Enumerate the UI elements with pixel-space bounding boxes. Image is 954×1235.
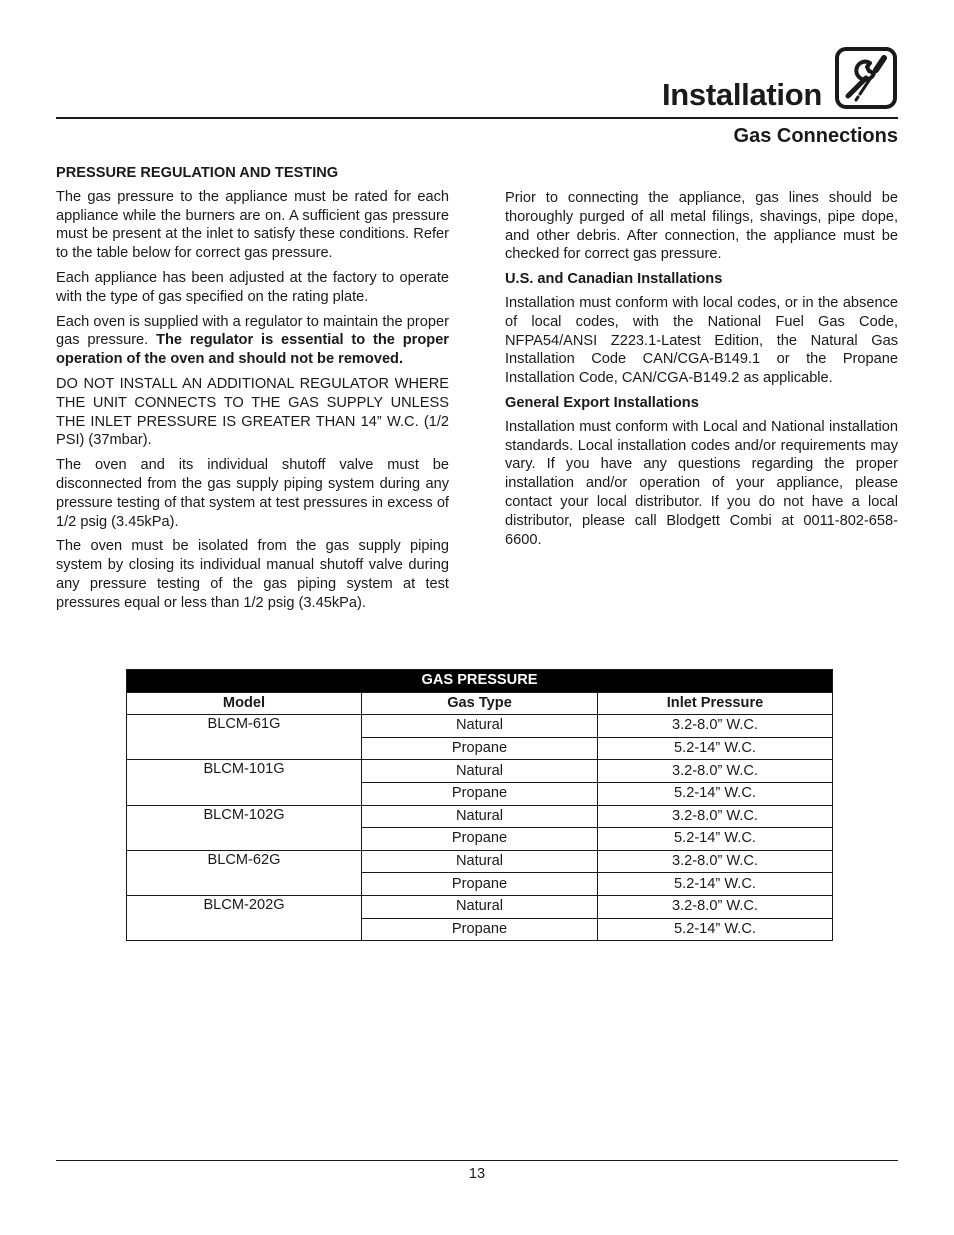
- column-header-inlet-pressure: Inlet Pressure: [598, 692, 833, 715]
- inlet-pressure-cell: 3.2-8.0” W.C.: [598, 850, 833, 873]
- gas-type-cell: Natural: [362, 760, 598, 783]
- gas-type-cell: Propane: [362, 918, 598, 941]
- paragraph-regulator: [56, 313, 449, 369]
- inlet-pressure-cell: 5.2-14” W.C.: [598, 782, 833, 805]
- paragraph-factory-adjusted: Each appliance has been adjusted at the factory to operate with the type of gas specified on the rating plate.: [56, 269, 449, 305]
- tools-icon: [834, 46, 898, 110]
- inlet-pressure-cell: 3.2-8.0” W.C.: [598, 895, 833, 918]
- gas-type-cell: Propane: [362, 782, 598, 805]
- model-cell: BLCM-202G: [127, 895, 362, 940]
- column-header-model: Model: [127, 692, 362, 715]
- paragraph-additional-regulator: DO NOT INSTALL AN ADDITIONAL REGULATOR WHERE THE UNIT CONNECTS TO THE GAS SUPPLY UNLESS THE INLET PRESSURE IS GREATER THAN 14” W.C. (1/2 PSI) (37mbar).: [56, 375, 449, 449]
- pressure-regulation-heading: PRESSURE REGULATION AND TESTING: [56, 165, 339, 181]
- gas-type-cell: Propane: [362, 737, 598, 760]
- inlet-pressure-cell: 5.2-14” W.C.: [598, 873, 833, 896]
- model-cell: BLCM-61G: [127, 715, 362, 760]
- model-cell: BLCM-102G: [127, 805, 362, 850]
- inlet-pressure-cell: 3.2-8.0” W.C.: [598, 805, 833, 828]
- table-row: [127, 715, 833, 738]
- table-row: [127, 895, 833, 918]
- right-column: [505, 189, 898, 555]
- paragraph-us-canadian: Installation must conform with local codes, or in the absence of local codes, with the National Fuel Gas Code, NFPA54/ANSI Z223.1-Latest Edition, the Natural Gas Installation Code CAN/CGA-B149.1 or the Propane Installation Code, CAN/CGA-B149.2 as applicable.: [505, 294, 898, 387]
- table-header-row: [127, 692, 833, 715]
- paragraph-gas-pressure: The gas pressure to the appliance must be rated for each appliance while the burners are on. A sufficient gas pressure must be present at the inlet to satisfy these conditions. Refer to the table below for correct gas pressure.: [56, 188, 449, 262]
- inlet-pressure-cell: 5.2-14” W.C.: [598, 918, 833, 941]
- model-cell: BLCM-101G: [127, 760, 362, 805]
- inlet-pressure-cell: 5.2-14” W.C.: [598, 828, 833, 851]
- paragraph-export: Installation must conform with Local and National installation standards. Local installation codes and/or requirements may vary. If you have any questions regarding the proper installation and/or operation of your appliance, please contact your local distributor. If you do not have a local distributor, please call Blodgett Combi at 0011-802-658-6600.: [505, 418, 898, 548]
- table-banner-row: [127, 670, 833, 693]
- header-divider: [56, 117, 898, 119]
- table-row: [127, 850, 833, 873]
- gas-type-cell: Natural: [362, 715, 598, 738]
- regulator-text: Each oven is supplied with a regulator to maintain the proper gas pressure.: [56, 313, 449, 349]
- gas-type-cell: Natural: [362, 805, 598, 828]
- export-heading: General Export Installations: [505, 394, 699, 411]
- left-column: [56, 164, 449, 619]
- tools-icon-graphic: [834, 46, 898, 110]
- us-canadian-heading: U.S. and Canadian Installations: [505, 271, 723, 288]
- gas-type-cell: Propane: [362, 828, 598, 851]
- inlet-pressure-cell: 3.2-8.0” W.C.: [598, 760, 833, 783]
- inlet-pressure-cell: 3.2-8.0” W.C.: [598, 715, 833, 738]
- table-row: [127, 805, 833, 828]
- paragraph-isolate: The oven must be isolated from the gas supply piping system by closing its individual manual shutoff valve during any pressure testing of the gas piping system at test pressures equal or less than 1/2 psig (3.45kPa).: [56, 538, 449, 611]
- model-cell: BLCM-62G: [127, 850, 362, 895]
- table-row: [127, 760, 833, 783]
- page-number: 13: [468, 1166, 486, 1182]
- regulator-warning: The regulator is essential to the proper operation of the oven and should not be removed.: [56, 332, 449, 368]
- column-header-gas-type: Gas Type: [362, 692, 598, 715]
- page-title: Installation: [661, 77, 822, 112]
- gas-type-cell: Propane: [362, 873, 598, 896]
- gas-type-cell: Natural: [362, 850, 598, 873]
- paragraph-purge: Prior to connecting the appliance, gas lines should be thoroughly purged of all metal filings, shavings, pipe dope, and other debris. After connection, the appliance must be checked for correct gas pressure.: [505, 190, 898, 263]
- table-banner: GAS PRESSURE: [127, 670, 833, 693]
- footer-divider: [56, 1160, 898, 1161]
- paragraph-disconnect: The oven and its individual shutoff valve must be disconnected from the gas supply piping system during any pressure testing of that system at test pressures in excess of 1/2 psig (3.45kPa).: [56, 457, 449, 530]
- inlet-pressure-cell: 5.2-14” W.C.: [598, 737, 833, 760]
- section-title: Gas Connections: [733, 125, 898, 147]
- gas-type-cell: Natural: [362, 895, 598, 918]
- gas-pressure-table: [126, 669, 833, 941]
